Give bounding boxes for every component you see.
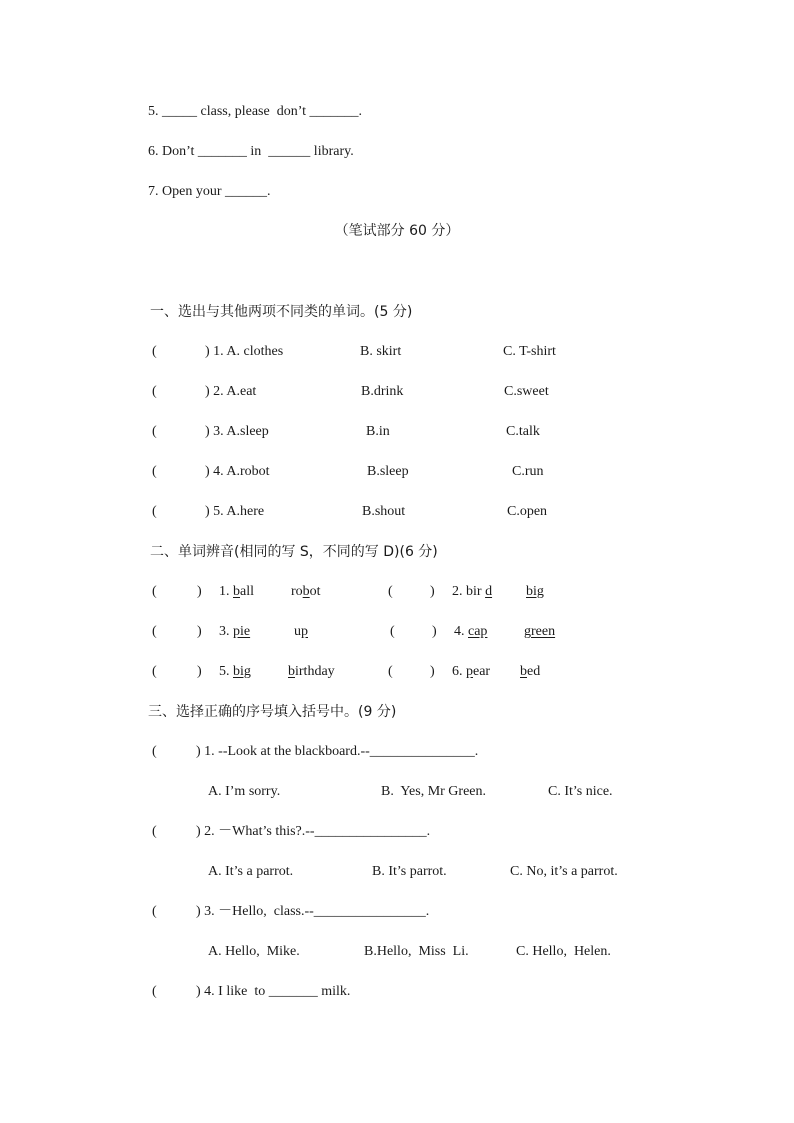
answer-close-paren: )	[432, 624, 437, 639]
written-part-heading: （笔试部分 60 分）	[334, 223, 460, 239]
comparison-word: robot	[291, 584, 321, 599]
question-stem: ) 3. －Hello, class.--________________.	[196, 904, 430, 919]
section2-title: 二、单词辨音(相同的写 S，不同的写 D)(6 分)	[150, 544, 438, 560]
comparison-word: up	[294, 624, 308, 639]
question-number: 3. pie	[219, 624, 251, 639]
answer-close-paren: )	[430, 664, 435, 679]
question-number: 1. ball	[219, 584, 254, 599]
question-option-a: ) 3. A.sleep	[205, 424, 269, 439]
answer-open-paren: (	[152, 504, 157, 519]
section3-title: 三、选择正确的序号填入括号中。(9 分)	[148, 704, 397, 720]
answer-open-paren: (	[152, 904, 157, 919]
question-option-b: B. It’s parrot.	[372, 864, 447, 879]
answer-open-paren: (	[152, 584, 157, 599]
comparison-word: green	[524, 624, 556, 639]
question-option-c: C.talk	[506, 424, 540, 439]
question-stem: ) 1. --Look at the blackboard.--_______________.	[196, 744, 479, 759]
answer-close-paren: )	[197, 664, 202, 679]
warmup-line-5: 5. _____ class, please don’t _______.	[148, 104, 362, 119]
comparison-word: big	[526, 584, 544, 599]
question-option-c: C. It’s nice.	[548, 784, 613, 799]
answer-open-paren: (	[152, 384, 157, 399]
question-option-b: B.sleep	[367, 464, 409, 479]
question-option-c: C. Hello, Helen.	[516, 944, 611, 959]
question-number: 2. bir d	[452, 584, 493, 599]
answer-close-paren: )	[430, 584, 435, 599]
question-option-b: B.drink	[361, 384, 404, 399]
warmup-line-7: 7. Open your ______.	[148, 184, 271, 199]
answer-open-paren: (	[390, 624, 395, 639]
answer-open-paren: (	[152, 984, 157, 999]
section1-title: 一、选出与其他两项不同类的单词。(5 分)	[150, 304, 413, 320]
question-option-c: C. T-shirt	[503, 344, 556, 359]
question-option-c: C.run	[512, 464, 544, 479]
answer-open-paren: (	[152, 744, 157, 759]
question-option-a: ) 4. A.robot	[205, 464, 270, 479]
question-stem: ) 2. －What’s this?.--________________.	[196, 824, 431, 839]
comparison-word: bed	[520, 664, 541, 679]
answer-close-paren: )	[197, 584, 202, 599]
question-number: 6. pear	[452, 664, 491, 679]
question-option-a: ) 1. A. clothes	[205, 344, 284, 359]
question-option-b: B.Hello, Miss Li.	[364, 944, 469, 959]
question-number: 5. big	[219, 664, 251, 679]
answer-open-paren: (	[152, 344, 157, 359]
answer-open-paren: (	[388, 584, 393, 599]
answer-open-paren: (	[152, 664, 157, 679]
answer-close-paren: )	[197, 624, 202, 639]
question-option-c: C.sweet	[504, 384, 549, 399]
question-stem: ) 4. I like to _______ milk.	[196, 984, 351, 999]
question-option-b: B. skirt	[360, 344, 402, 359]
question-option-b: B.shout	[362, 504, 406, 519]
answer-open-paren: (	[388, 664, 393, 679]
question-number: 4. cap	[454, 624, 488, 639]
answer-open-paren: (	[152, 424, 157, 439]
answer-open-paren: (	[152, 464, 157, 479]
question-option-a: A. I’m sorry.	[208, 784, 281, 799]
answer-open-paren: (	[152, 624, 157, 639]
warmup-line-6: 6. Don’t _______ in ______ library.	[148, 144, 354, 159]
question-option-b: B.in	[366, 424, 390, 439]
question-option-a: ) 2. A.eat	[205, 384, 257, 399]
answer-open-paren: (	[152, 824, 157, 839]
question-option-a: ) 5. A.here	[205, 504, 265, 519]
question-option-a: A. Hello, Mike.	[208, 944, 300, 959]
comparison-word: birthday	[288, 664, 335, 679]
question-option-c: C. No, it’s a parrot.	[510, 864, 618, 879]
question-option-a: A. It’s a parrot.	[208, 864, 294, 879]
question-option-b: B. Yes, Mr Green.	[381, 784, 486, 799]
question-option-c: C.open	[507, 504, 548, 519]
